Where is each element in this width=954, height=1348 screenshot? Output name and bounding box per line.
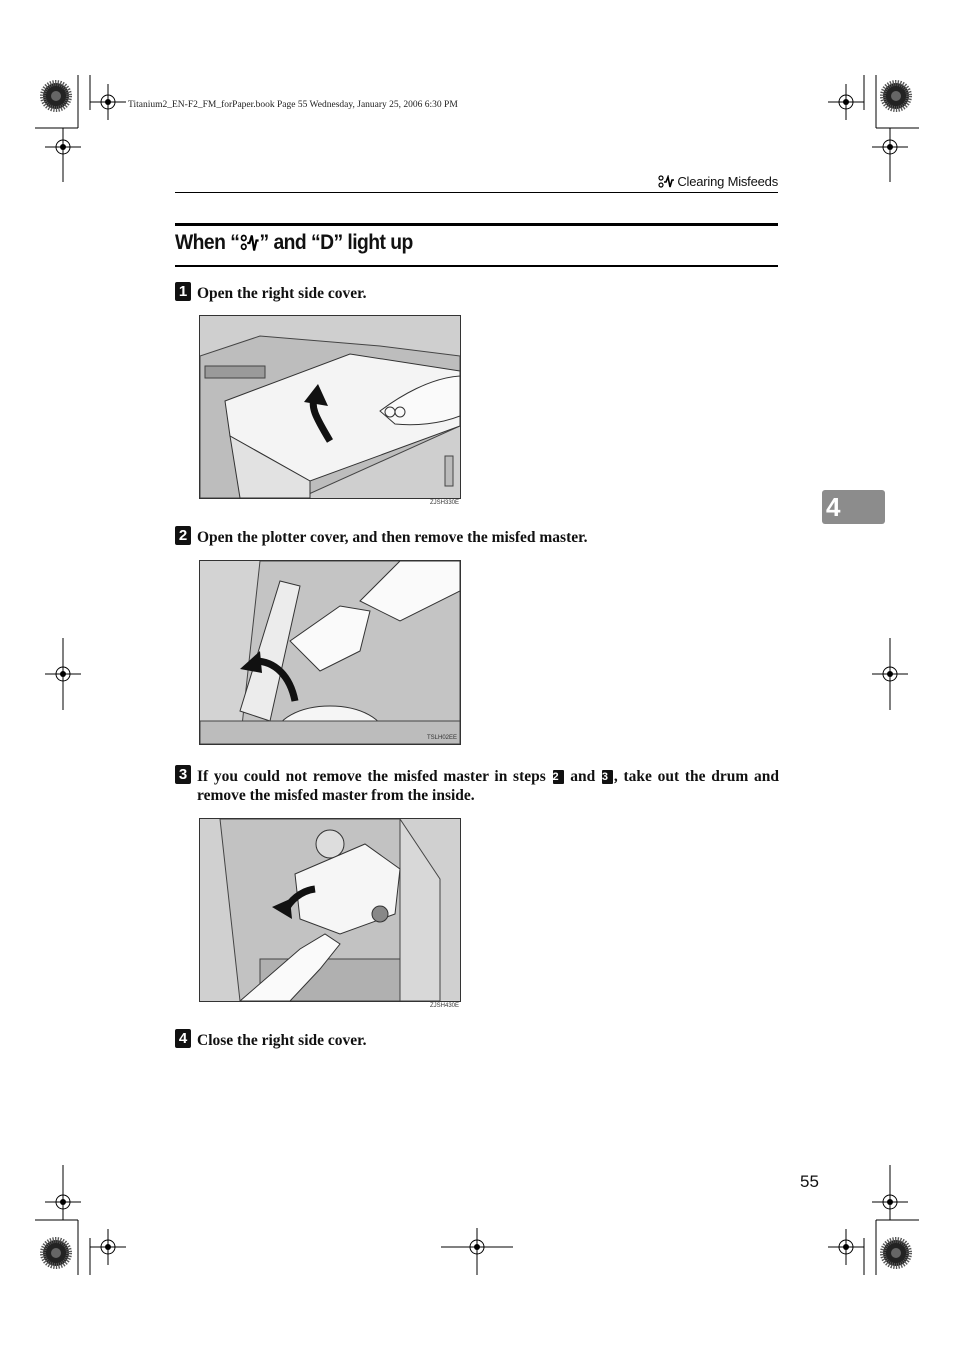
color-wheel-icon <box>43 1240 69 1266</box>
figure-remove-drum <box>199 818 461 1002</box>
section-rule-top <box>175 223 778 226</box>
step-text: Close the right side cover. <box>197 1032 367 1049</box>
illustration-remove-drum <box>200 819 460 1001</box>
section-title <box>175 231 413 255</box>
registration-mark-icon <box>872 656 908 692</box>
color-wheel-icon <box>43 83 69 109</box>
registration-mark-icon <box>90 84 126 120</box>
step-text: Open the right side cover. <box>197 285 367 302</box>
illustration-right-cover <box>200 316 460 498</box>
page-number: 55 <box>800 1172 819 1191</box>
header-rule <box>175 192 778 193</box>
misfeed-icon <box>658 175 674 189</box>
running-head-text: Clearing Misfeeds <box>677 174 778 189</box>
print-header: Titanium2_EN-F2_FM_forPaper.book Page 55 Wednesday, January 25, 2006 6:30 PM <box>128 100 458 110</box>
figure-code: TSLH02EE <box>426 735 457 741</box>
step-text-part: If you could not remove the misfed master in steps <box>197 768 552 785</box>
registration-mark-icon <box>828 1229 864 1265</box>
chapter-number: 4 <box>826 492 841 522</box>
misfeed-icon <box>240 233 258 253</box>
step-text-part: , take out the drum and remove the misfed master from the inside. <box>197 768 779 804</box>
step-number: 1 <box>175 282 191 301</box>
color-wheel-icon <box>883 83 909 109</box>
figure-code: ZJSH330E <box>430 500 460 506</box>
registration-mark-icon <box>828 84 864 120</box>
step-2 <box>175 528 587 547</box>
registration-mark-icon <box>90 1229 126 1265</box>
figure-plotter-cover <box>199 560 461 745</box>
section-title-suffix: ” and “D” light up <box>259 231 413 254</box>
step-text <box>197 767 779 805</box>
figure-open-right-cover <box>199 315 461 499</box>
figure-code: ZJSH430E <box>430 1003 460 1009</box>
step-number: 4 <box>175 1029 191 1048</box>
registration-mark-icon <box>872 1184 908 1220</box>
section-rule-bottom <box>175 265 778 267</box>
step-reference: 2 <box>553 770 564 784</box>
registration-mark-icon <box>872 129 908 165</box>
step-number: 2 <box>175 526 191 545</box>
registration-mark-icon <box>45 1184 81 1220</box>
section-title-prefix: When “ <box>175 231 240 254</box>
step-4 <box>175 1031 366 1050</box>
step-reference: 3 <box>602 770 613 784</box>
illustration-plotter-cover <box>200 561 460 744</box>
registration-mark-icon <box>45 129 81 165</box>
step-text-part: and <box>564 768 601 785</box>
color-wheel-icon <box>883 1240 909 1266</box>
step-3 <box>175 767 779 805</box>
registration-mark-icon <box>45 656 81 692</box>
step-number: 3 <box>175 765 191 784</box>
step-text: Open the plotter cover, and then remove the misfed master. <box>197 529 588 546</box>
step-1 <box>175 284 367 303</box>
running-head <box>658 174 778 189</box>
